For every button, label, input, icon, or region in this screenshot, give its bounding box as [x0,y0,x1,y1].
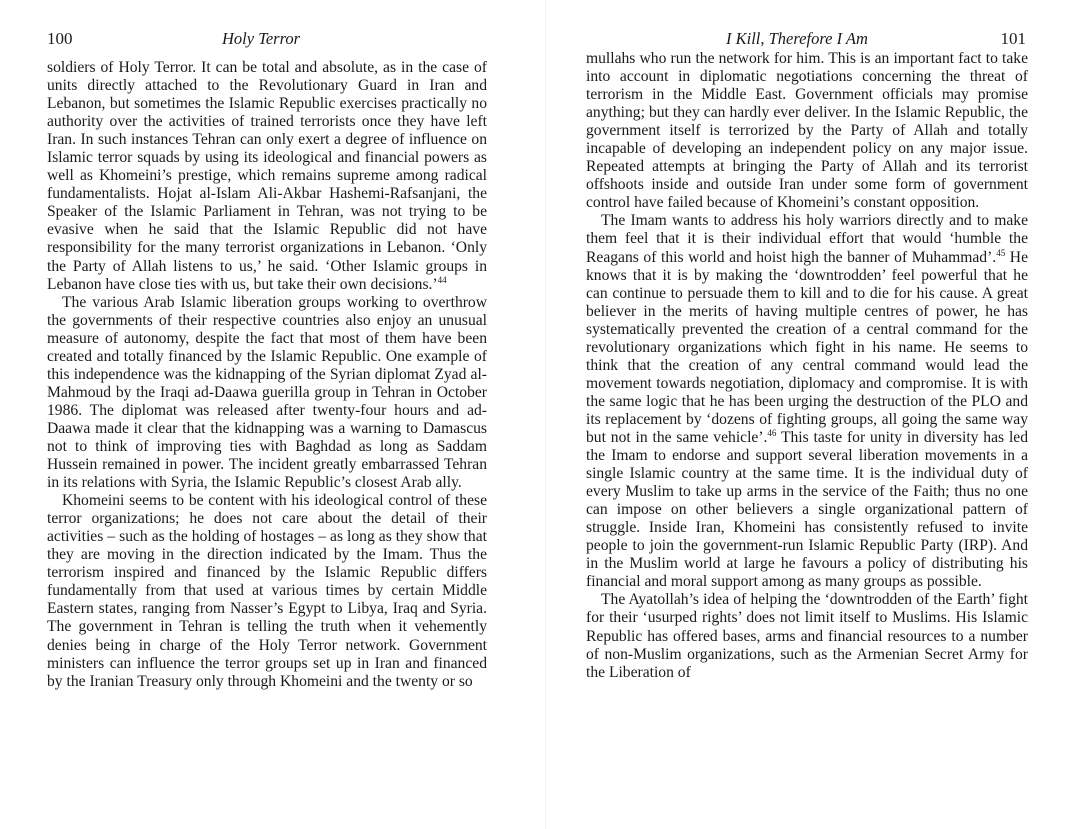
paragraph-text: This taste for unity in diversity has led the Imam to endorse and support several liberation movements in a single Islamic country at the same time. It is the individual duty of every Muslim to take up arms in the service of the Faith; thus no one can impose on other believers a single organizational pattern of struggle. Inside Iran, Khomeini has consistently refused to invite people to join the government-run Islamic Republic Party (IRP). And in the Muslim world at large he favours a policy of distributing his financial and moral support among as many groups as possible. [586,428,1028,591]
footnote-marker: 46 [767,427,777,438]
right-page [546,0,1092,829]
paragraph-text: The Ayatollah’s idea of helping the ‘downtrodden of the Earth’ fight for their ‘usurped rights’ does not limit itself to Muslims. His Islamic Republic has offered bases, arms and financial resources to a number of non-Muslim organizations, such as the Armenian Secret Army for the Liberation of [586,591,1028,681]
paragraph-text: Khomeini seems to be content with his ideological control of these terror organizations; he does not care about the detail of their activities – such as the holding of hostages – as long as they show that they are moving in the direction indicated by the Imam. Thus the terrorism inspired and financed by the Islamic Republic differs fundamentally from that used at various times by certain Middle Eastern states, ranging from Nasser’s Egypt to Libya, Iraq and Syria. The government in Tehran is telling the truth when it vehemently denies being in charge of the Holy Terror network. Government ministers can influence the terror groups set up in Iran and financed by the Iranian Treasury only through Khomeini and the twenty or so [47,492,487,690]
paragraph [586,212,1028,591]
paragraph [47,59,487,294]
left-running-head [47,28,487,50]
paragraph-text: The Imam wants to address his holy warriors directly and to make them feel that it is their individual effort that would ‘humble the Reagans of this world and hoist high the banner of Muhammad’. [586,212,1028,266]
footnote-marker: 44 [437,274,447,285]
right-running-head [586,28,1026,50]
paragraph-text: The various Arab Islamic liberation groups working to overthrow the governments of their respective countries also enjoy an unusual measure of autonomy, despite the fact that most of them have been created and totally financed by the Islamic Republic. One example of this independence was the kidnapping of the Syrian diplomat Zyad al-Mahmoud by the Iraqi ad-Daawa guerilla group in Tehran in October 1986. The diplomat was released after twenty-four hours and ad-Daawa made it clear that the kidnapping was a warning to Damascus not to think of improving ties with Baghdad as long as Saddam Hussein remained in power. The incident greatly embarrassed Tehran in its relations with Syria, the Islamic Republic’s closest Arab ally. [47,293,487,492]
paragraph [47,492,487,691]
paragraph-text: He knows that it is by making the ‘downtrodden’ feel powerful that he can continue to persuade them to kill and to die for his cause. A great believer in the merits of having multiple centres of power, he has systematically prevented the creation of a central command for the revolutionary organizations which fight in his name. He seems to think that the creation of any central command would lead the movement towards negotiation, diplomacy and compromise. It is with the same logic that he has been urging the destruction of the PLO and its replacement by ‘dozens of fighting groups, all going the same way but not in the same vehicle’. [586,248,1028,446]
right-page-number: 101 [1000,29,1026,48]
paragraph [586,591,1028,681]
paragraph-text: soldiers of Holy Terror. It can be total and absolute, as in the case of units directly attached to the Revolutionary Guard in Iran and Lebanon, but sometimes the Islamic Republic exercises practically no authority over the activities of trained terrorists once they have left Iran. In such instances Tehran can only exert a degree of influence on Islamic terror squads by using its ideological and financial powers as well as Khomeini’s prestige, which remains supreme among radical fundamentalists. Hojat al-Islam Ali-Akbar Hashemi-Rafsanjani, the Speaker of the Islamic Parliament in Tehran, was not trying to be evasive when he said that the Islamic Republic did not have responsibility for the many terrorist organizations in Lebanon. ‘Only the Party of Allah listens to us,’ he said. ‘Other Islamic groups in Lebanon have close ties with us, but take their own decisions.’ [47,59,487,293]
left-running-title: Holy Terror [222,29,301,48]
right-running-title: I Kill, Therefore I Am [726,29,868,48]
right-body-text [586,50,1028,682]
left-page-number: 100 [47,29,73,48]
footnote-marker: 45 [996,247,1006,258]
paragraph [47,294,487,493]
paragraph [586,50,1028,212]
paragraph-text: mullahs who run the network for him. This is an important fact to take into account in diplomatic negotiations concerning the threat of terrorism in the Middle East. Government officials may promise anything; but they can hardly ever deliver. In the Islamic Republic, the government itself is terrorized by the Party of Allah and totally incapable of developing an independent policy on any major issue. Repeated attempts at bringing the Party of Allah and its terrorist offshoots inside and outside Iran under some form of government control have failed because of Khomeini’s constant opposition. [586,50,1028,212]
left-body-text [47,59,487,691]
